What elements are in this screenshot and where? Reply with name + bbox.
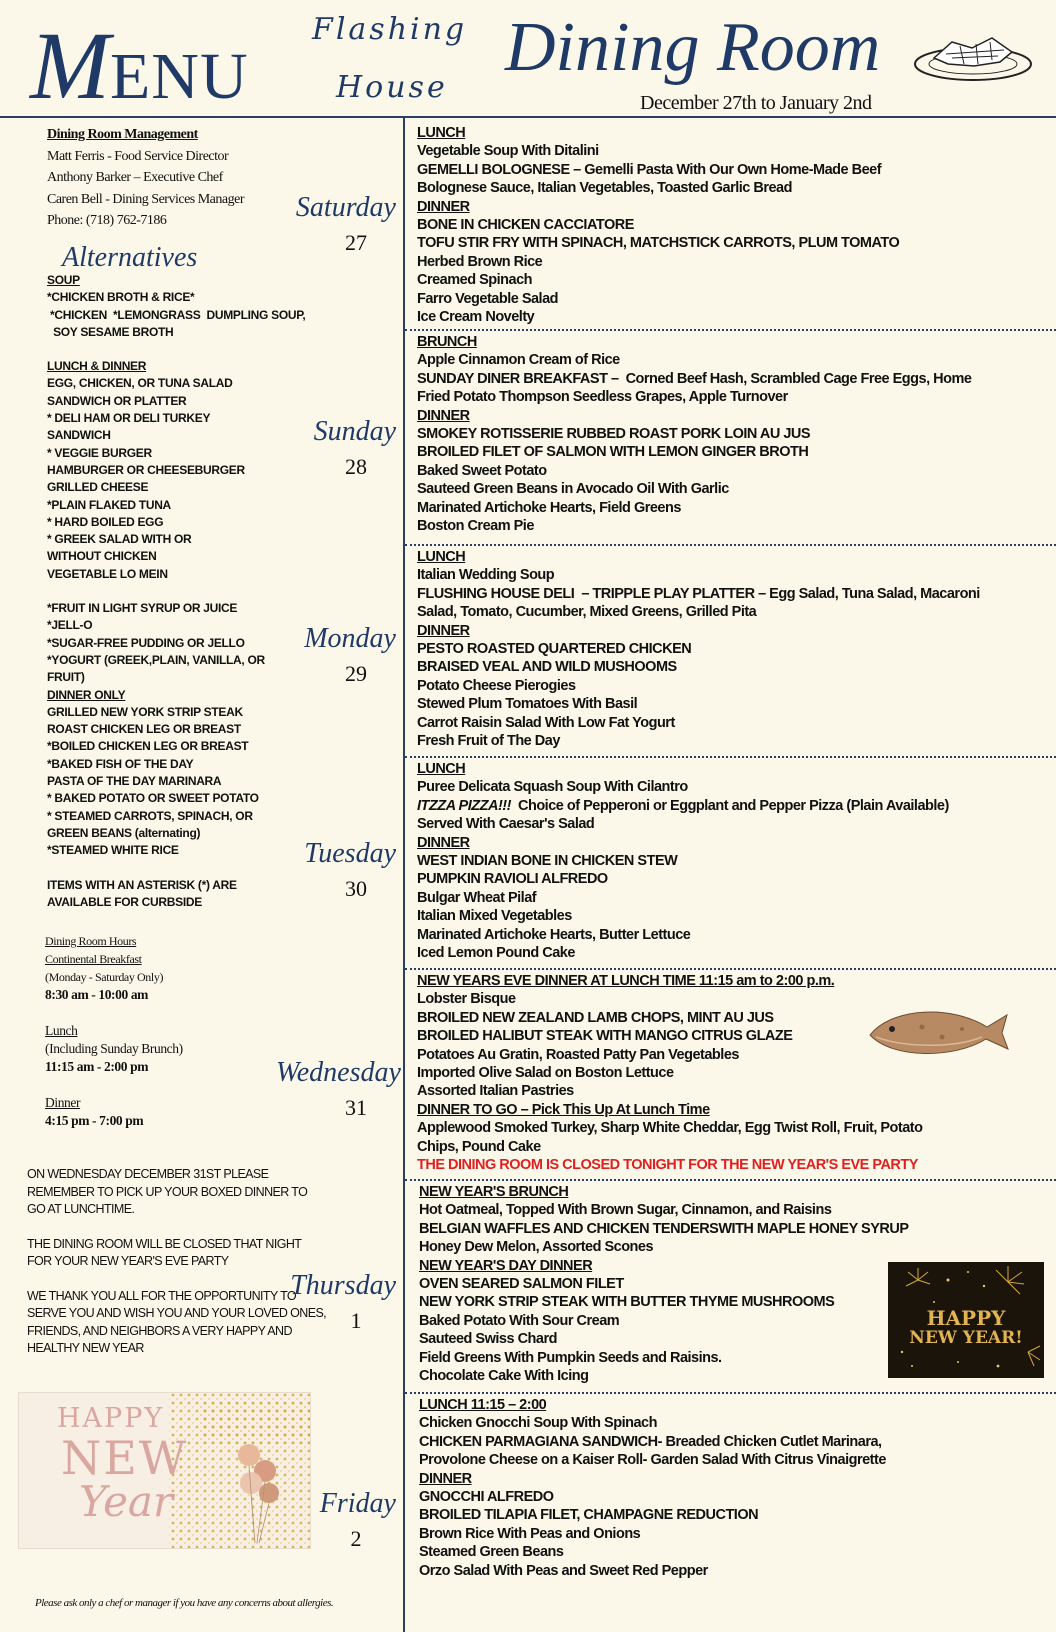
management-block <box>47 124 244 232</box>
flashing-title: Flashing <box>312 12 468 47</box>
menu-monday <box>417 548 1047 750</box>
menu-item: Field Greens With Pumpkin Seeds and Raisins. <box>419 1349 722 1366</box>
notice-closed: THE DINING ROOM WILL BE CLOSED THAT NIGHT FOR YOUR NEW YEAR'S EVE PARTY <box>27 1236 302 1268</box>
menu-item: Chocolate Cake With Icing <box>419 1368 589 1385</box>
hny-year: Year <box>79 1477 174 1526</box>
menu-item: BROILED FILET OF SALMON WITH LEMON GINGER BROTH <box>417 444 809 461</box>
list-item: GRILLED NEW YORK STRIP STEAK <box>47 704 243 719</box>
house-title: House <box>336 70 448 105</box>
list-item: WITHOUT CHICKEN <box>47 549 157 564</box>
menu-item: Salad, Tomato, Cucumber, Mixed Greens, Grilled Pita <box>417 604 757 621</box>
list-item: *CHICKEN *LEMONGRASS DUMPLING SOUP, <box>47 307 306 322</box>
management-phone: Phone: (718) 762-7186 <box>47 213 167 228</box>
list-item: * GREEK SALAD WITH OR <box>47 532 192 547</box>
day-divider <box>405 1179 1056 1181</box>
list-item: *STEAMED WHITE RICE <box>47 843 179 858</box>
menu-item: Bolognese Sauce, Italian Vegetables, Toasted Garlic Bread <box>417 180 792 197</box>
day-label-monday: Monday 29 <box>304 623 396 686</box>
list-item: VEGETABLE LO MEIN <box>47 566 168 581</box>
list-item: FRUIT) <box>47 670 85 685</box>
menu-item: BRAISED VEAL AND WILD MUSHOOMS <box>417 659 677 676</box>
menu-item: Ice Cream Novelty <box>417 309 535 326</box>
section-heading: DINNER <box>417 407 470 424</box>
menu-item: Carrot Raisin Salad With Low Fat Yogurt <box>417 714 675 731</box>
menu-item: NEW YORK STRIP STEAK WITH BUTTER THYME MUSHROOMS <box>419 1294 835 1311</box>
menu-item: Bulgar Wheat Pilaf <box>417 889 537 906</box>
menu-item: SUNDAY DINER BREAKFAST – Corned Beef Hash, Scrambled Cage Free Eggs, Home <box>417 370 972 387</box>
list-item: * HARD BOILED EGG <box>47 514 164 529</box>
menu-item: Marinated Artichoke Hearts, Field Greens <box>417 499 681 516</box>
list-item: * VEGGIE BURGER <box>47 445 152 460</box>
alternatives-list <box>47 272 347 911</box>
menu-item: Honey Dew Melon, Assorted Scones <box>419 1239 654 1256</box>
section-heading: NEW YEAR'S BRUNCH <box>419 1184 569 1200</box>
section-heading: NEW YEARS EVE DINNER AT LUNCH TIME 11:15 am to 2:00 p.m. <box>417 973 835 989</box>
menu-item: Farro Vegetable Salad <box>417 290 559 307</box>
menu-item: Hot Oatmeal, Topped With Brown Sugar, Cinnamon, and Raisins <box>419 1202 832 1219</box>
menu-item: Sauteed Swiss Chard <box>419 1331 557 1348</box>
section-heading: LUNCH <box>417 125 466 141</box>
menu-item: Chips, Pound Cake <box>417 1138 541 1155</box>
section-heading: DINNER <box>419 1470 472 1487</box>
menu-item: Sauteed Green Beans in Avocado Oil With Garlic <box>417 481 729 498</box>
day-label-friday: Friday 2 <box>319 1488 396 1551</box>
menu-item: CHICKEN PARMAGIANA SANDWICH- Breaded Chicken Cutlet Marinara, <box>419 1433 882 1450</box>
plate-icon <box>912 30 1034 82</box>
list-item: *PLAIN FLAKED TUNA <box>47 497 171 512</box>
list-item: *BOILED CHICKEN LEG OR BREAST <box>47 739 249 754</box>
cont-breakfast-time: 8:30 am - 10:00 am <box>45 987 149 1002</box>
lunch-hours-note: (Including Sunday Brunch) <box>45 1041 183 1056</box>
menu-item: Steamed Green Beans <box>419 1544 564 1561</box>
menu-item: GNOCCHI ALFREDO <box>419 1489 554 1506</box>
list-item: *SUGAR-FREE PUDDING OR JELLO <box>47 635 245 650</box>
menu-item: PUMPKIN RAVIOLI ALFREDO <box>417 871 608 888</box>
dinner-hours-heading: Dinner <box>45 1095 81 1110</box>
menu-item: Stewed Plum Tomatoes With Basil <box>417 696 638 713</box>
section-heading: DINNER <box>417 198 470 215</box>
menu-tuesday <box>417 760 1047 962</box>
day-divider <box>405 1392 1056 1394</box>
menu-item: Apple Cinnamon Cream of Rice <box>417 352 620 369</box>
section-heading: LUNCH <box>417 761 466 777</box>
menu-item: BONE IN CHICKEN CACCIATORE <box>417 217 634 234</box>
fireworks-new-year: NEW YEAR! <box>909 1328 1023 1348</box>
section-heading: DINNER TO GO – Pick This Up At Lunch Time <box>417 1101 710 1118</box>
menu-item: TOFU STIR FRY WITH SPINACH, MATCHSTICK CARROTS, PLUM TOMATO <box>417 235 900 252</box>
halibut-image <box>862 997 1012 1067</box>
list-item: *JELL-O <box>47 618 93 633</box>
list-item: *FRUIT IN LIGHT SYRUP OR JUICE <box>47 601 238 616</box>
section-heading: DINNER <box>417 834 470 851</box>
menu-item: WEST INDIAN BONE IN CHICKEN STEW <box>417 853 678 870</box>
list-item: * DELI HAM OR DELI TURKEY <box>47 411 211 426</box>
menu-item: GEMELLI BOLOGNESE – Gemelli Pasta With Our Own Home-Made Beef <box>417 161 882 178</box>
menu-item: Creamed Spinach <box>417 272 532 289</box>
management-heading: Dining Room Management <box>47 127 198 142</box>
menu-item: Italian Wedding Soup <box>417 567 555 584</box>
menu-item: Vegetable Soup With Ditalini <box>417 143 599 160</box>
menu-item: Lobster Bisque <box>417 991 516 1008</box>
menu-item: Applewood Smoked Turkey, Sharp White Cheddar, Egg Twist Roll, Fruit, Potato <box>417 1120 923 1137</box>
menu-item: BELGIAN WAFFLES AND CHICKEN TENDERSWITH MAPLE HONEY SYRUP <box>419 1220 909 1237</box>
day-label-wednesday: Wednesday 31 <box>276 1057 401 1120</box>
day-label-tuesday: Tuesday 30 <box>304 838 396 901</box>
cont-breakfast-heading: Continental Breakfast <box>45 952 142 966</box>
menu-item: PESTO ROASTED QUARTERED CHICKEN <box>417 641 692 658</box>
fireworks-happy: HAPPY <box>926 1306 1006 1330</box>
list-item: SOY SESAME BROTH <box>47 324 174 339</box>
dinner-hours-time: 4:15 pm - 7:00 pm <box>45 1113 144 1128</box>
menu-item: SMOKEY ROTISSERIE RUBBED ROAST PORK LOIN AU JUS <box>417 426 811 443</box>
hny-new: NEW <box>61 1431 189 1485</box>
list-item: GRILLED CHEESE <box>47 480 149 495</box>
list-item: *YOGURT (GREEK,PLAIN, VANILLA, OR <box>47 652 265 667</box>
closed-notice: THE DINING ROOM IS CLOSED TONIGHT FOR THE NEW YEAR'S EVE PARTY <box>417 1157 918 1174</box>
menu-item: ITZZA PIZZA!!! Choice of Pepperoni or Eggplant and Pepper Pizza (Plain Available) <box>417 797 949 814</box>
list-item: GREEN BEANS (alternating) <box>47 825 201 840</box>
menu-item: Brown Rice With Peas and Onions <box>419 1525 641 1542</box>
menu-item: Marinated Artichoke Hearts, Butter Lettuce <box>417 926 691 943</box>
notice-pickup: ON WEDNESDAY DECEMBER 31ST PLEASE REMEMBER TO PICK UP YOUR BOXED DINNER TO GO AT LUNCHTIME. <box>27 1167 308 1216</box>
menu-item: Imported Olive Salad on Boston Lettuce <box>417 1065 674 1082</box>
happy-new-year-fireworks-image <box>888 1262 1044 1378</box>
day-divider <box>405 968 1056 970</box>
dining-hours <box>45 932 183 1130</box>
list-item: ROAST CHICKEN LEG OR BREAST <box>47 722 241 737</box>
dining-room-title: Dining Room <box>505 9 881 86</box>
menu-item: BROILED NEW ZEALAND LAMB CHOPS, MINT AU JUS <box>417 1009 774 1026</box>
menu-item: Orzo Salad With Peas and Sweet Red Pepper <box>419 1562 708 1579</box>
list-item: PASTA OF THE DAY MARINARA <box>47 774 222 789</box>
list-item: SANDWICH <box>47 428 111 443</box>
management-line: Caren Bell - Dining Services Manager <box>47 191 244 207</box>
day-label-thursday: Thursday 1 <box>290 1270 396 1333</box>
lunch-hours-heading: Lunch <box>45 1023 78 1038</box>
day-divider <box>405 544 1056 546</box>
date-range: December 27th to January 2nd <box>640 92 872 114</box>
menu-item: Italian Mixed Vegetables <box>417 908 572 925</box>
menu-title: MENU <box>30 12 249 119</box>
menu-item: Fresh Fruit of The Day <box>417 733 560 750</box>
list-item: * BAKED POTATO OR SWEET POTATO <box>47 791 259 806</box>
hny-happy: HAPPY <box>57 1403 165 1434</box>
menu-item: Baked Sweet Potato <box>417 462 547 479</box>
dinner-only-heading: DINNER ONLY <box>47 687 126 702</box>
menu-item: BROILED HALIBUT STEAK WITH MANGO CITRUS GLAZE <box>417 1028 793 1045</box>
menu-sunday <box>417 333 1047 535</box>
menu-item: OVEN SEARED SALMON FILET <box>419 1276 624 1293</box>
menu-item: BROILED TILAPIA FILET, CHAMPAGNE REDUCTION <box>419 1507 759 1524</box>
section-heading: DINNER <box>417 622 470 639</box>
asterisk-note: AVAILABLE FOR CURBSIDE <box>47 894 202 909</box>
menu-item: Chicken Gnocchi Soup With Spinach <box>419 1415 657 1432</box>
lunch-hours-time: 11:15 am - 2:00 pm <box>45 1059 149 1074</box>
hours-heading: Dining Room Hours <box>45 934 137 948</box>
section-heading: NEW YEAR'S DAY DINNER <box>419 1257 593 1274</box>
menu-item: Served With Caesar's Salad <box>417 816 595 833</box>
day-label-saturday: Saturday 27 <box>295 192 396 255</box>
allergy-note: Please ask only a chef or manager if you have any concerns about allergies. <box>35 1597 334 1609</box>
menu-item: Herbed Brown Rice <box>417 253 543 270</box>
menu-item: Potatoes Au Gratin, Roasted Patty Pan Vegetables <box>417 1046 739 1063</box>
menu-item: Puree Delicata Squash Soup With Cilantro <box>417 779 688 796</box>
menu-item: FLUSHING HOUSE DELI – TRIPPLE PLAY PLATTER – Egg Salad, Tuna Salad, Macaroni <box>417 585 980 602</box>
management-line: Anthony Barker – Executive Chef <box>47 170 223 185</box>
alternatives-title: Alternatives <box>62 242 198 273</box>
menu-item: Baked Potato With Sour Cream <box>419 1312 620 1329</box>
list-item: *CHICKEN BROTH & RICE* <box>47 290 195 305</box>
menu-item: Potato Cheese Pierogies <box>417 677 576 694</box>
menu-item: Boston Cream Pie <box>417 518 534 535</box>
lunch-dinner-heading: LUNCH & DINNER <box>47 359 147 374</box>
cont-breakfast-note: (Monday - Saturday Only) <box>45 970 164 984</box>
asterisk-note: ITEMS WITH AN ASTERISK (*) ARE <box>47 877 237 892</box>
menu-item: Iced Lemon Pound Cake <box>417 945 575 962</box>
section-heading: LUNCH <box>417 549 466 565</box>
menu-item: Provolone Cheese on a Kaiser Roll- Garden Salad With Citrus Vinaigrette <box>419 1452 886 1469</box>
list-item: SANDWICH OR PLATTER <box>47 393 187 408</box>
list-item: EGG, CHICKEN, OR TUNA SALAD <box>47 376 233 391</box>
day-divider <box>405 756 1056 758</box>
menu-item: Fried Potato Thompson Seedless Grapes, Apple Turnover <box>417 389 788 406</box>
list-item: *BAKED FISH OF THE DAY <box>47 756 194 771</box>
happy-new-year-card <box>18 1392 311 1549</box>
day-label-sunday: Sunday 28 <box>313 416 396 479</box>
menu-header <box>0 0 1056 118</box>
notice-thanks: WE THANK YOU ALL FOR THE OPPORTUNITY TO SERVE YOU AND WISH YOU AND YOUR LOVED ONES, FRIENDS, AND NEIGHBORS A VERY HAPPY AND HEALTHY NEW YEAR <box>27 1288 327 1355</box>
section-heading: BRUNCH <box>417 334 477 350</box>
list-item: * STEAMED CARROTS, SPINACH, OR <box>47 808 253 823</box>
soup-heading: SOUP <box>47 273 80 287</box>
column-divider <box>403 118 405 1632</box>
day-divider <box>405 329 1056 331</box>
menu-item: Assorted Italian Pastries <box>417 1083 574 1100</box>
section-heading: LUNCH 11:15 – 2:00 <box>419 1397 547 1413</box>
management-line: Matt Ferris - Food Service Director <box>47 148 229 164</box>
menu-saturday <box>417 124 1047 326</box>
menu-friday <box>419 1396 1049 1580</box>
list-item: HAMBURGER OR CHEESEBURGER <box>47 462 245 477</box>
